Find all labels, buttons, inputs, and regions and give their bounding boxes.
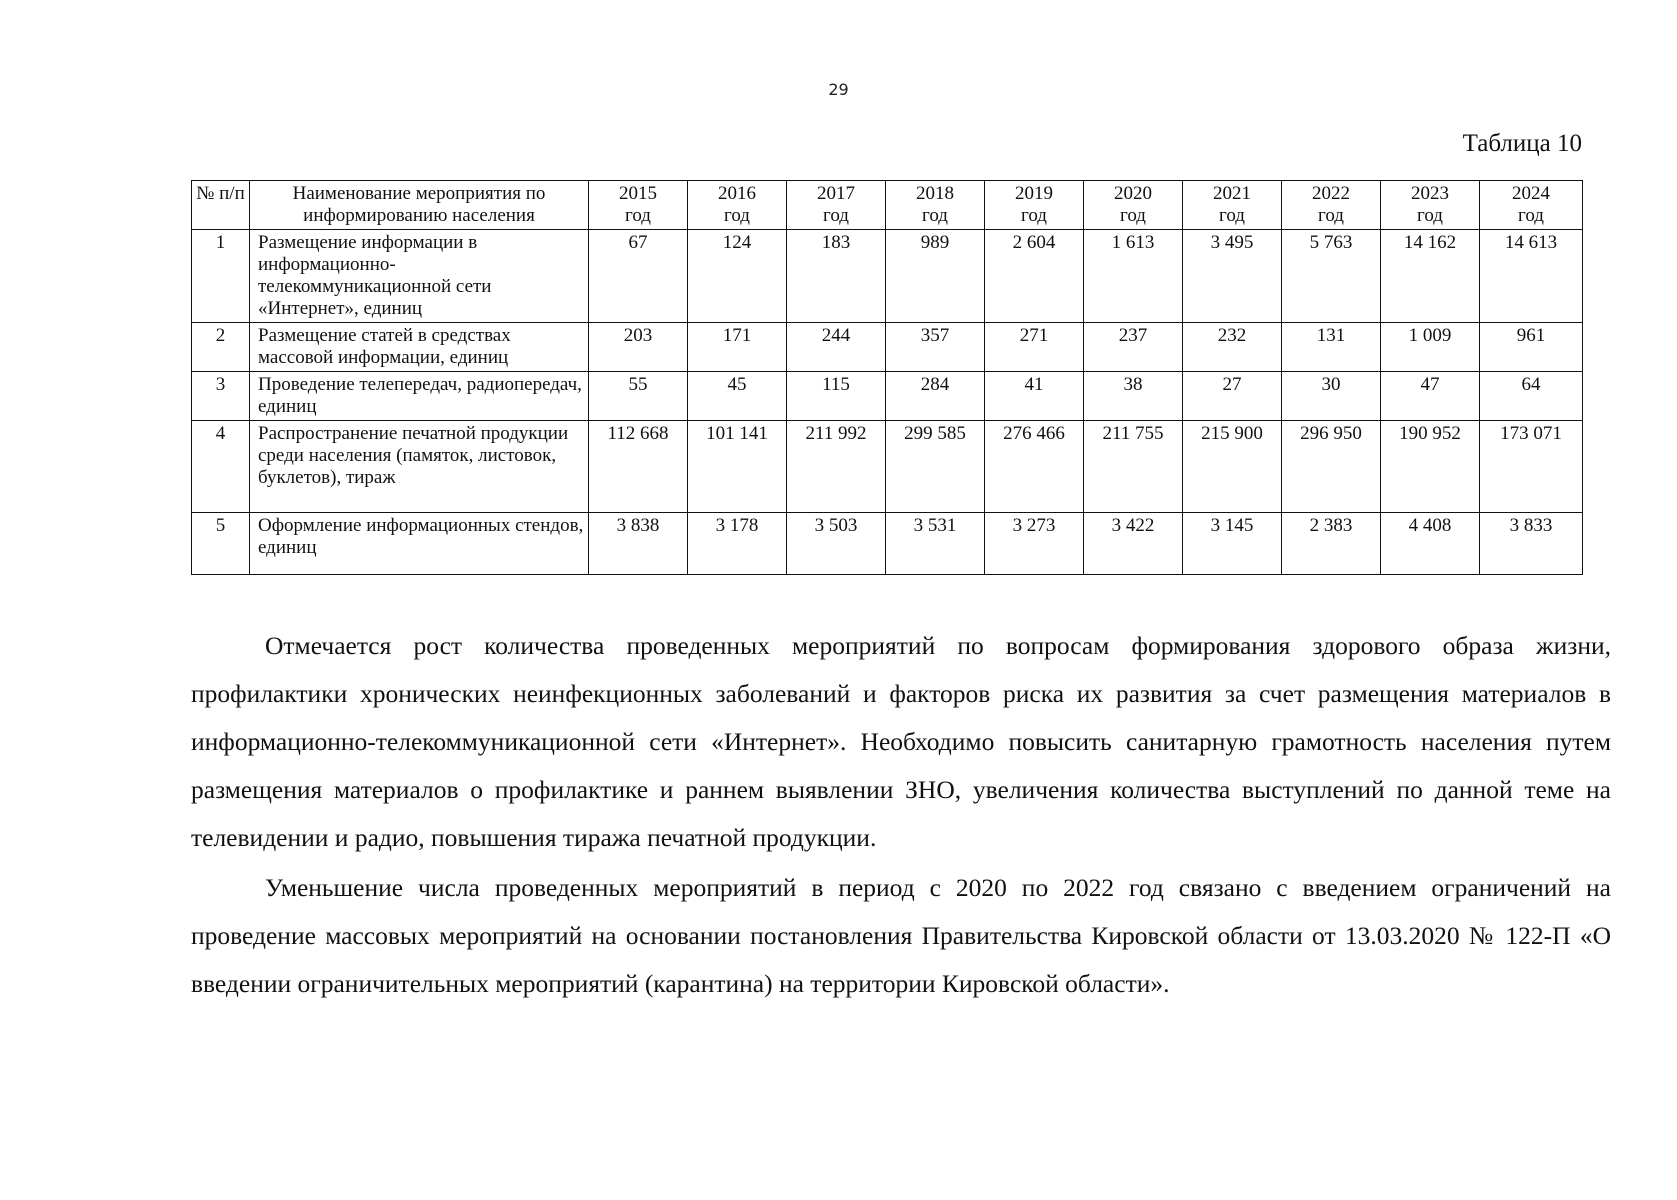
header-year-unit: год xyxy=(1120,205,1146,226)
row-value: 211 755 xyxy=(1084,421,1183,513)
header-year xyxy=(1183,181,1282,230)
header-year-value: 2021 xyxy=(1213,183,1251,204)
table-caption: Таблица 10 xyxy=(1462,130,1582,157)
header-year-unit: год xyxy=(1417,205,1443,226)
row-number: 5 xyxy=(192,513,250,575)
header-year-unit: год xyxy=(1219,205,1245,226)
row-value: 299 585 xyxy=(886,421,985,513)
row-value: 64 xyxy=(1480,372,1583,421)
row-value: 284 xyxy=(886,372,985,421)
row-value: 271 xyxy=(985,323,1084,372)
header-year-unit: год xyxy=(823,205,849,226)
row-value: 3 531 xyxy=(886,513,985,575)
row-value: 183 xyxy=(787,230,886,323)
data-table xyxy=(191,180,1583,575)
row-number: 2 xyxy=(192,323,250,372)
row-value: 2 604 xyxy=(985,230,1084,323)
row-value: 101 141 xyxy=(688,421,787,513)
row-number: 3 xyxy=(192,372,250,421)
row-value: 203 xyxy=(589,323,688,372)
paragraph: Отмечается рост количества проведенных мероприятий по вопросам формирования здорового образа жизни, профилактики хронических неинфекционных заболеваний и факторов риска их развития за счет размещения материалов в информационно-телекоммуникационной сети «Интернет». Необходимо повысить санитарную грамотность населения путем размещения материалов о профилактике и раннем выявлении ЗНО, увеличения количества выступлений по данной теме на телевидении и радио, повышения тиража печатной продукции. xyxy=(191,631,1611,852)
body-text xyxy=(191,622,1611,1010)
row-value: 131 xyxy=(1282,323,1381,372)
row-value: 3 495 xyxy=(1183,230,1282,323)
header-year xyxy=(1282,181,1381,230)
paragraph: Уменьшение числа проведенных мероприятий в период с 2020 по 2022 год связано с введением ограничений на проведение массовых мероприятий на основании постановления Правительства Кировской области от 13.03.2020 № 122-П «О введении ограничительных мероприятий (карантина) на территории Кировской области». xyxy=(191,873,1611,998)
row-number: 1 xyxy=(192,230,250,323)
header-year-value: 2020 xyxy=(1114,183,1152,204)
row-value: 67 xyxy=(589,230,688,323)
table-header-row xyxy=(192,181,1583,230)
table-row xyxy=(192,421,1583,513)
row-value: 3 145 xyxy=(1183,513,1282,575)
row-value: 3 273 xyxy=(985,513,1084,575)
row-value: 47 xyxy=(1381,372,1480,421)
row-value: 357 xyxy=(886,323,985,372)
header-year xyxy=(787,181,886,230)
row-value: 30 xyxy=(1282,372,1381,421)
header-year-unit: год xyxy=(625,205,651,226)
row-value: 115 xyxy=(787,372,886,421)
row-value: 276 466 xyxy=(985,421,1084,513)
row-event-name: Размещение информации в информационно-телекоммуникационной сети «Интернет», единиц xyxy=(250,230,589,323)
row-value: 124 xyxy=(688,230,787,323)
header-year-value: 2015 xyxy=(619,183,657,204)
header-year-value: 2024 xyxy=(1512,183,1550,204)
header-year-value: 2018 xyxy=(916,183,954,204)
row-value: 3 838 xyxy=(589,513,688,575)
header-year-value: 2022 xyxy=(1312,183,1350,204)
table-row xyxy=(192,323,1583,372)
row-event-name: Распространение печатной продукции среди населения (памяток, листовок, буклетов), тираж xyxy=(250,421,589,513)
row-value: 38 xyxy=(1084,372,1183,421)
header-year xyxy=(985,181,1084,230)
header-year xyxy=(886,181,985,230)
row-event-name: Оформление информационных стендов, единиц xyxy=(250,513,589,575)
row-event-name: Проведение телепередач, радиопередач, единиц xyxy=(250,372,589,421)
row-value: 41 xyxy=(985,372,1084,421)
row-value: 215 900 xyxy=(1183,421,1282,513)
row-value: 190 952 xyxy=(1381,421,1480,513)
row-value: 296 950 xyxy=(1282,421,1381,513)
row-value: 55 xyxy=(589,372,688,421)
row-value: 232 xyxy=(1183,323,1282,372)
row-event-name: Размещение статей в средствах массовой информации, единиц xyxy=(250,323,589,372)
row-value: 961 xyxy=(1480,323,1583,372)
row-value: 3 422 xyxy=(1084,513,1183,575)
row-value: 2 383 xyxy=(1282,513,1381,575)
row-value: 3 833 xyxy=(1480,513,1583,575)
header-year-value: 2016 xyxy=(718,183,756,204)
header-year-value: 2023 xyxy=(1411,183,1449,204)
header-year xyxy=(1480,181,1583,230)
header-year-unit: год xyxy=(724,205,750,226)
page-number: 29 xyxy=(828,80,849,99)
row-value: 1 613 xyxy=(1084,230,1183,323)
header-year xyxy=(1381,181,1480,230)
row-value: 244 xyxy=(787,323,886,372)
row-value: 237 xyxy=(1084,323,1183,372)
header-year-value: 2019 xyxy=(1015,183,1053,204)
row-value: 27 xyxy=(1183,372,1282,421)
row-value: 3 178 xyxy=(688,513,787,575)
header-year xyxy=(688,181,787,230)
row-value: 14 162 xyxy=(1381,230,1480,323)
header-year xyxy=(589,181,688,230)
row-value: 1 009 xyxy=(1381,323,1480,372)
header-year-unit: год xyxy=(1021,205,1047,226)
row-value: 5 763 xyxy=(1282,230,1381,323)
row-value: 45 xyxy=(688,372,787,421)
row-value: 989 xyxy=(886,230,985,323)
row-value: 173 071 xyxy=(1480,421,1583,513)
header-year-unit: год xyxy=(1318,205,1344,226)
table-row xyxy=(192,513,1583,575)
row-value: 171 xyxy=(688,323,787,372)
header-event-name: Наименование мероприятия по информированию населения xyxy=(250,181,589,230)
table-row xyxy=(192,372,1583,421)
table-row xyxy=(192,230,1583,323)
row-value: 3 503 xyxy=(787,513,886,575)
header-year xyxy=(1084,181,1183,230)
row-number: 4 xyxy=(192,421,250,513)
row-value: 112 668 xyxy=(589,421,688,513)
header-year-unit: год xyxy=(1518,205,1544,226)
header-year-unit: год xyxy=(922,205,948,226)
row-value: 14 613 xyxy=(1480,230,1583,323)
header-number: № п/п xyxy=(192,181,250,230)
header-year-value: 2017 xyxy=(817,183,855,204)
row-value: 4 408 xyxy=(1381,513,1480,575)
row-value: 211 992 xyxy=(787,421,886,513)
